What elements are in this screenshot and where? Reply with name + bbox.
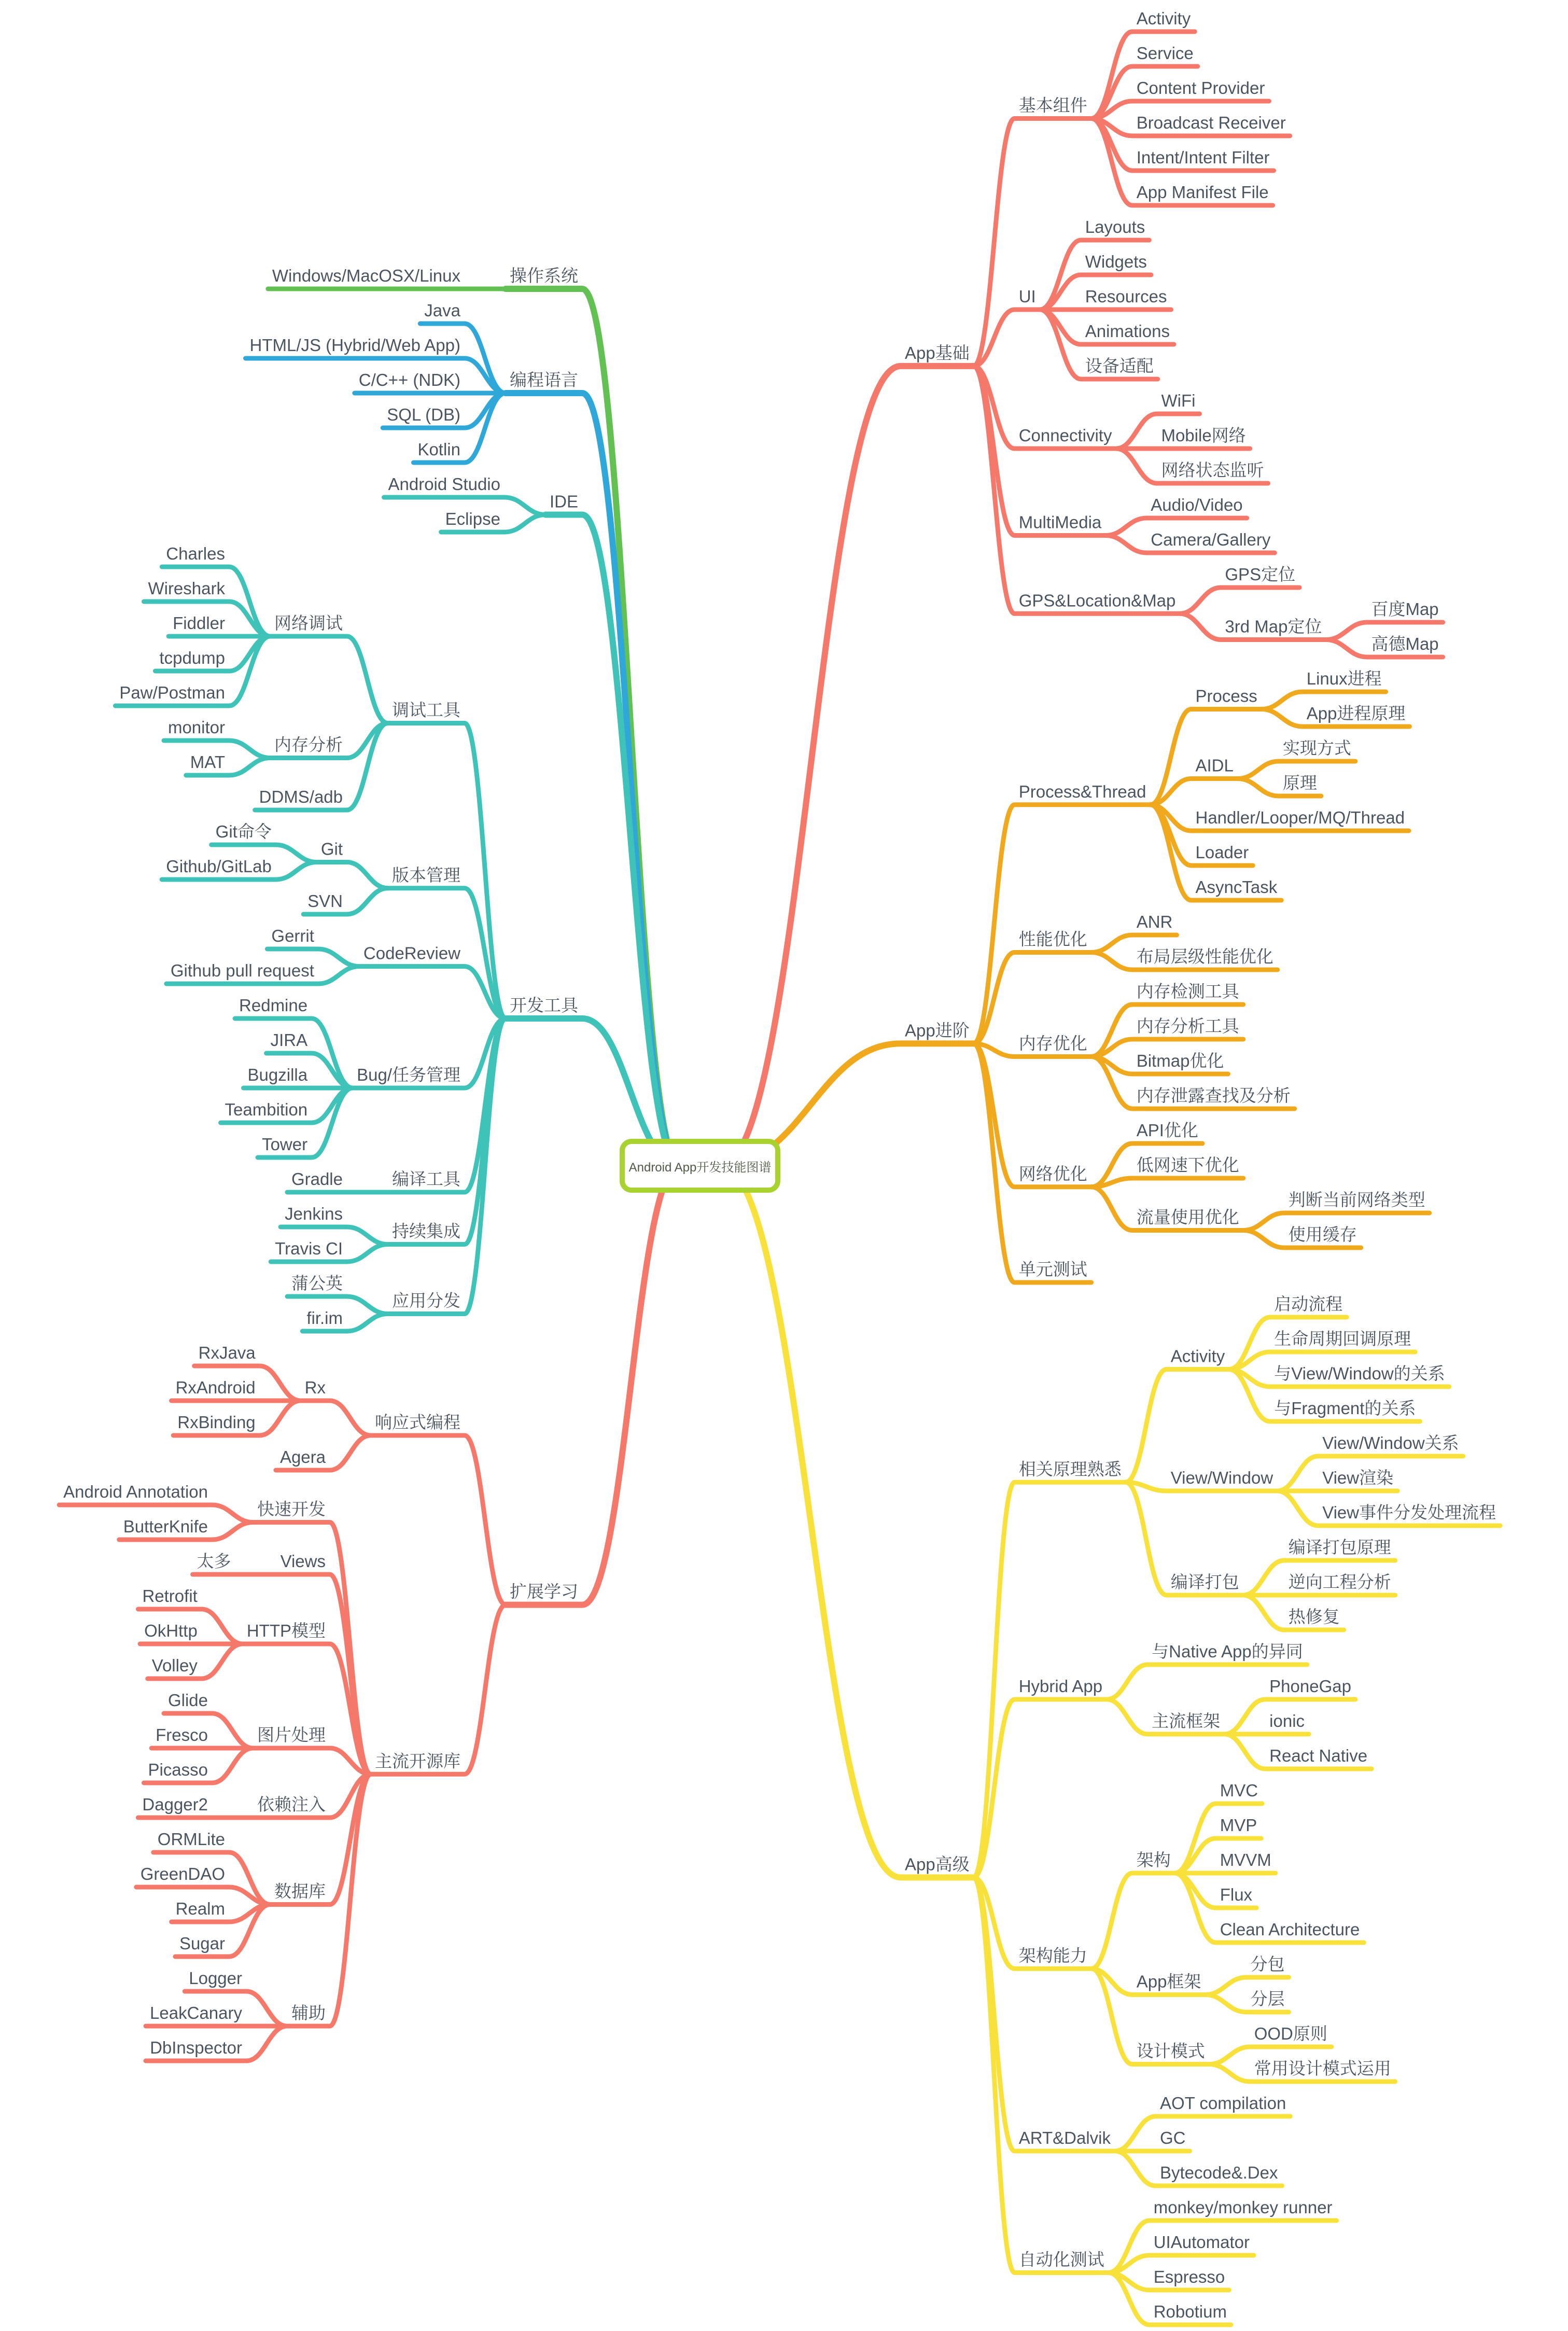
mindmap-node[interactable]: 持续集成 — [392, 1221, 460, 1241]
mindmap-node[interactable]: 设备适配 — [1085, 356, 1154, 375]
branch-line — [301, 1401, 371, 1435]
branch-line — [1091, 1178, 1243, 1187]
mindmap-node[interactable]: Intent/Intent Filter — [1136, 148, 1270, 167]
branch-line — [1126, 1370, 1229, 1483]
mindmap-node[interactable]: Process&Thread — [1018, 781, 1146, 801]
mindmap-node[interactable]: MultiMedia — [1018, 512, 1102, 532]
mindmap-node[interactable]: UIAutomator — [1153, 2232, 1250, 2252]
mindmap-node[interactable]: React Native — [1269, 1746, 1368, 1765]
mindmap-node[interactable]: DbInspector — [150, 2038, 242, 2057]
mindmap-node[interactable]: AOT compilation — [1159, 2093, 1286, 2113]
mindmap-node[interactable]: 基本组件 — [1018, 95, 1087, 115]
mindmap-node[interactable]: C/C++ (NDK) — [358, 370, 460, 389]
mindmap-node[interactable]: View渲染 — [1322, 1468, 1394, 1487]
branch-line — [974, 1043, 1091, 1282]
mindmap-node[interactable]: 依赖注入 — [257, 1795, 326, 1814]
mindmap-node[interactable]: Java — [424, 301, 460, 320]
mindmap-node[interactable]: Realm — [175, 1899, 225, 1918]
mindmap-node[interactable]: Linux进程 — [1306, 669, 1382, 688]
mindmap-node[interactable]: 应用分发 — [392, 1291, 460, 1310]
mindmap-node[interactable]: Tower — [262, 1135, 308, 1154]
mindmap-node[interactable]: ANR — [1136, 912, 1173, 931]
mindmap-node[interactable]: 设计模式 — [1136, 2041, 1205, 2061]
mindmap-node[interactable]: Resources — [1085, 287, 1167, 306]
mindmap-node[interactable]: Views — [280, 1552, 326, 1571]
mindmap-node[interactable]: Jenkins — [285, 1204, 343, 1223]
mindmap-node[interactable]: HTML/JS (Hybrid/Web App) — [249, 336, 460, 355]
mindmap-node[interactable]: 内存分析工具 — [1136, 1016, 1239, 1036]
branch-line — [317, 862, 388, 888]
mindmap-node[interactable]: SVN — [307, 891, 343, 911]
branch-line — [506, 1166, 679, 1605]
branch-line — [371, 1605, 506, 1775]
mindmap-node[interactable]: ART&Dalvik — [1018, 2128, 1111, 2147]
root-node[interactable] — [622, 1141, 778, 1190]
mindmap-node[interactable]: Bitmap优化 — [1136, 1051, 1224, 1070]
mindmap-node[interactable]: MVP — [1220, 1816, 1257, 1835]
mindmap-node[interactable]: 判断当前网络类型 — [1288, 1190, 1425, 1209]
mindmap-node[interactable]: Mobile网络 — [1161, 426, 1246, 445]
mindmap-node[interactable]: App进程原理 — [1306, 704, 1406, 723]
mindmap-node[interactable]: 百度Map — [1371, 599, 1439, 619]
mindmap-node[interactable]: View/Window — [1170, 1468, 1273, 1487]
mindmap-node[interactable]: 编译打包原理 — [1288, 1538, 1391, 1557]
mindmap-node[interactable]: SQL (DB) — [387, 405, 460, 424]
mindmap-node[interactable]: 常用设计模式运用 — [1254, 2059, 1391, 2078]
mindmap-node[interactable]: 流量使用优化 — [1136, 1207, 1239, 1227]
mindmap-node[interactable]: Logger — [189, 1969, 242, 1988]
mindmap-node[interactable]: Loader — [1195, 843, 1249, 862]
mindmap-node[interactable]: App基础 — [905, 343, 970, 362]
mindmap-node[interactable]: RxJava — [198, 1343, 256, 1362]
mindmap-node[interactable]: 启动流程 — [1274, 1294, 1343, 1314]
mindmap-node[interactable]: 编译打包 — [1170, 1572, 1239, 1592]
mindmap-node[interactable]: MVC — [1220, 1781, 1258, 1800]
mindmap-node[interactable]: Broadcast Receiver — [1136, 113, 1286, 132]
mindmap-node[interactable]: 编译工具 — [392, 1169, 460, 1189]
mindmap-node[interactable]: 相关原理熟悉 — [1018, 1459, 1122, 1479]
mindmap-node[interactable]: Hybrid App — [1018, 1677, 1103, 1696]
mindmap-node[interactable]: Process — [1195, 686, 1257, 706]
branch-line — [974, 366, 1180, 613]
mindmap-node[interactable]: 响应式编程 — [375, 1413, 460, 1432]
mindmap-node[interactable]: Github/GitLab — [166, 857, 272, 876]
mindmap-node[interactable]: App进阶 — [905, 1021, 970, 1040]
mindmap-node[interactable]: 高德Map — [1371, 634, 1439, 653]
branch-line — [721, 1166, 974, 1877]
mindmap-node[interactable]: 热修复 — [1288, 1607, 1340, 1626]
mindmap-node[interactable]: Robotium — [1153, 2302, 1227, 2321]
mindmap-node[interactable]: 3rd Map定位 — [1225, 617, 1322, 636]
mindmap-node[interactable]: ButterKnife — [123, 1517, 208, 1536]
mindmap-node[interactable]: Redmine — [239, 996, 308, 1015]
mindmap-node[interactable]: 太多 — [197, 1552, 231, 1571]
mindmap-node[interactable]: 编程语言 — [510, 370, 578, 389]
mindmap-node[interactable]: 版本管理 — [392, 865, 460, 885]
mindmap-node[interactable]: 生命周期回调原理 — [1274, 1329, 1411, 1348]
mindmap-node[interactable]: RxBinding — [177, 1413, 256, 1432]
branch-line — [371, 1435, 506, 1605]
mindmap-node[interactable]: UI — [1018, 287, 1036, 306]
mindmap-node[interactable]: 与Native App的异同 — [1152, 1642, 1303, 1661]
mindmap-node[interactable]: 与Fragment的关系 — [1274, 1399, 1416, 1418]
mindmap-node[interactable]: Service — [1136, 44, 1194, 63]
mindmap-node[interactable]: Git命令 — [215, 822, 272, 841]
mindmap-node[interactable]: 原理 — [1282, 773, 1317, 792]
root-node-label: Android App开发技能图谱 — [628, 1161, 772, 1175]
mindmap-node[interactable]: Animations — [1085, 322, 1170, 341]
mindmap-node[interactable]: 辅助 — [291, 2003, 326, 2022]
mindmap-node[interactable]: tcpdump — [159, 648, 225, 667]
mindmap-node[interactable]: Charles — [166, 544, 225, 563]
mindmap-node[interactable]: 图片处理 — [257, 1725, 326, 1744]
mindmap-node[interactable]: 快速开发 — [257, 1499, 326, 1519]
mindmap-node[interactable]: monitor — [167, 718, 225, 737]
mindmap-node[interactable]: LeakCanary — [150, 2003, 242, 2022]
mindmap-node[interactable]: Fiddler — [173, 613, 225, 633]
mindmap-node[interactable]: Espresso — [1153, 2267, 1225, 2286]
mindmap-node[interactable]: Android Annotation — [63, 1482, 208, 1501]
mindmap-node[interactable]: Paw/Postman — [119, 683, 225, 702]
mindmap-node[interactable]: 内存泄露查找及分析 — [1136, 1086, 1291, 1105]
mindmap-node[interactable]: Bug/任务管理 — [357, 1065, 460, 1084]
mindmap-node[interactable]: 架构能力 — [1018, 1946, 1087, 1965]
mindmap-node[interactable]: 低网速下优化 — [1136, 1155, 1239, 1175]
mindmap-node[interactable]: Eclipse — [445, 509, 500, 528]
mindmap-node[interactable]: Git — [320, 839, 343, 859]
branch-line — [253, 1748, 371, 1774]
mindmap-node[interactable]: Gradle — [291, 1169, 343, 1189]
mindmap-node[interactable]: DDMS/adb — [259, 787, 343, 806]
mindmap-node[interactable]: 内存分析 — [274, 735, 343, 755]
mindmap-node[interactable]: Activity — [1136, 9, 1191, 28]
mindmap-node[interactable]: 网络调试 — [274, 613, 343, 633]
mindmap-node[interactable]: GreenDAO — [140, 1864, 225, 1883]
mindmap-node[interactable]: 使用缓存 — [1288, 1225, 1357, 1244]
mindmap-node[interactable]: Bytecode&.Dex — [1159, 2163, 1278, 2182]
mindmap-node[interactable]: Connectivity — [1018, 426, 1112, 445]
mindmap-node[interactable]: JIRA — [270, 1030, 308, 1050]
mindmap-node[interactable]: 性能优化 — [1018, 929, 1087, 949]
branch-line — [359, 967, 506, 1019]
mindmap-node[interactable]: 扩展学习 — [510, 1582, 578, 1601]
mindmap-node[interactable]: Wireshark — [148, 579, 225, 598]
mindmap-node[interactable]: 主流开源库 — [375, 1751, 460, 1771]
mindmap-node[interactable]: Github pull request — [170, 961, 314, 980]
mindmap-node[interactable]: 内存优化 — [1018, 1034, 1087, 1053]
mindmap-node[interactable]: Activity — [1170, 1346, 1225, 1366]
mindmap-node[interactable]: GPS定位 — [1225, 565, 1296, 584]
mindmap-node[interactable]: Retrofit — [142, 1586, 198, 1606]
mindmap-node[interactable]: PhoneGap — [1269, 1677, 1351, 1696]
branch-line — [974, 1877, 1109, 2272]
mindmap-node[interactable]: Widgets — [1085, 252, 1147, 271]
mindmap-node[interactable]: MAT — [190, 752, 225, 772]
mindmap-node[interactable]: GC — [1159, 2128, 1186, 2147]
mindmap-node[interactable]: 逆向工程分析 — [1288, 1572, 1391, 1592]
mindmap-node[interactable]: GPS&Location&Map — [1018, 591, 1176, 610]
mindmap-node[interactable]: CodeReview — [363, 943, 460, 963]
mindmap-node[interactable]: 分包 — [1250, 1955, 1285, 1974]
mindmap-node[interactable]: App Manifest File — [1136, 183, 1269, 202]
mindmap-node[interactable]: 调试工具 — [392, 700, 460, 720]
mindmap-node[interactable]: Camera/Gallery — [1151, 530, 1271, 549]
mindmap-node[interactable]: 蒲公英 — [291, 1274, 343, 1293]
mindmap-node[interactable]: IDE — [549, 492, 578, 511]
mindmap-node[interactable]: ionic — [1269, 1711, 1305, 1730]
mindmap-node[interactable]: 实现方式 — [1282, 738, 1351, 758]
branch-line — [1180, 588, 1299, 613]
mindmap-node[interactable]: API优化 — [1136, 1121, 1198, 1140]
mindmap-node[interactable]: Picasso — [148, 1760, 208, 1779]
mindmap-node[interactable]: Android Studio — [388, 474, 500, 494]
mindmap-node[interactable]: Kotlin — [417, 440, 460, 459]
mindmap-node[interactable]: Agera — [279, 1447, 326, 1467]
mindmap-node[interactable]: 自动化测试 — [1018, 2250, 1104, 2269]
branch-line — [545, 515, 679, 1166]
mindmap-node[interactable]: Dagger2 — [142, 1795, 208, 1814]
mindmap-node[interactable]: 布局层级性能优化 — [1136, 947, 1273, 966]
mindmap-node[interactable]: 分层 — [1250, 1989, 1285, 2008]
mindmap-node[interactable]: Sugar — [179, 1934, 225, 1953]
branch-line — [388, 1018, 506, 1314]
mindmap-node[interactable]: 与View/Window的关系 — [1274, 1364, 1445, 1383]
branch-line — [1115, 2116, 1290, 2151]
mindmap-node[interactable]: Clean Architecture — [1220, 1920, 1360, 1939]
mindmap-node[interactable]: App框架 — [1136, 1972, 1201, 1991]
mindmap-node[interactable]: Content Provider — [1136, 78, 1265, 97]
mindmap-node[interactable]: Glide — [167, 1691, 208, 1710]
mindmap-node[interactable]: OOD原则 — [1254, 2024, 1327, 2043]
mindmap-node[interactable]: Gerrit — [271, 926, 314, 945]
branch-line — [270, 636, 388, 723]
mindmap-node[interactable]: Windows/MacOSX/Linux — [272, 266, 460, 285]
mindmap-node[interactable]: WiFi — [1161, 391, 1196, 410]
mindmap-node[interactable]: fir.im — [306, 1308, 343, 1328]
mindmap-node[interactable]: Volley — [151, 1656, 198, 1675]
mindmap-node[interactable]: ORMLite — [157, 1830, 225, 1849]
mindmap-node[interactable]: 主流框架 — [1152, 1711, 1221, 1730]
mindmap-node[interactable]: 网络优化 — [1018, 1164, 1087, 1183]
branch-line — [1091, 1873, 1175, 1969]
mindmap-node[interactable]: 开发工具 — [510, 996, 578, 1015]
mindmap-node[interactable]: Handler/Looper/MQ/Thread — [1195, 808, 1405, 827]
mindmap-node[interactable]: View事件分发处理流程 — [1322, 1503, 1496, 1522]
mindmap-node[interactable]: OkHttp — [144, 1621, 198, 1640]
mindmap-node[interactable]: monkey/monkey runner — [1153, 2198, 1333, 2217]
mindmap-node[interactable]: AsyncTask — [1195, 877, 1278, 897]
mindmap-node[interactable]: RxAndroid — [175, 1378, 256, 1397]
mindmap-node[interactable]: 单元测试 — [1018, 1260, 1087, 1279]
mindmap-node[interactable]: 内存检测工具 — [1136, 982, 1239, 1001]
mindmap-node[interactable]: Flux — [1220, 1885, 1253, 1904]
mindmap-node[interactable]: Teambition — [225, 1100, 308, 1119]
mindmap-node[interactable]: AIDL — [1195, 756, 1234, 775]
mindmap-node[interactable]: Audio/Video — [1151, 495, 1243, 514]
mindmap-node[interactable]: 操作系统 — [510, 266, 578, 285]
mindmap-node[interactable]: View/Window关系 — [1322, 1433, 1459, 1453]
mindmap-node[interactable]: 架构 — [1136, 1850, 1171, 1869]
mindmap-node[interactable]: MVVM — [1220, 1850, 1271, 1869]
mindmap-node[interactable]: Bugzilla — [247, 1065, 308, 1084]
mindmap-node[interactable]: HTTP模型 — [246, 1621, 326, 1640]
mindmap-node[interactable]: Rx — [304, 1378, 326, 1397]
mindmap-node[interactable]: 网络状态监听 — [1161, 460, 1264, 480]
mindmap-node[interactable]: App高级 — [905, 1854, 970, 1874]
mindmap-node[interactable]: 数据库 — [274, 1881, 326, 1901]
mindmap-node[interactable]: Fresco — [156, 1725, 208, 1744]
mindmap-node[interactable]: Travis CI — [275, 1239, 343, 1258]
mindmap-node[interactable]: Layouts — [1085, 217, 1145, 236]
